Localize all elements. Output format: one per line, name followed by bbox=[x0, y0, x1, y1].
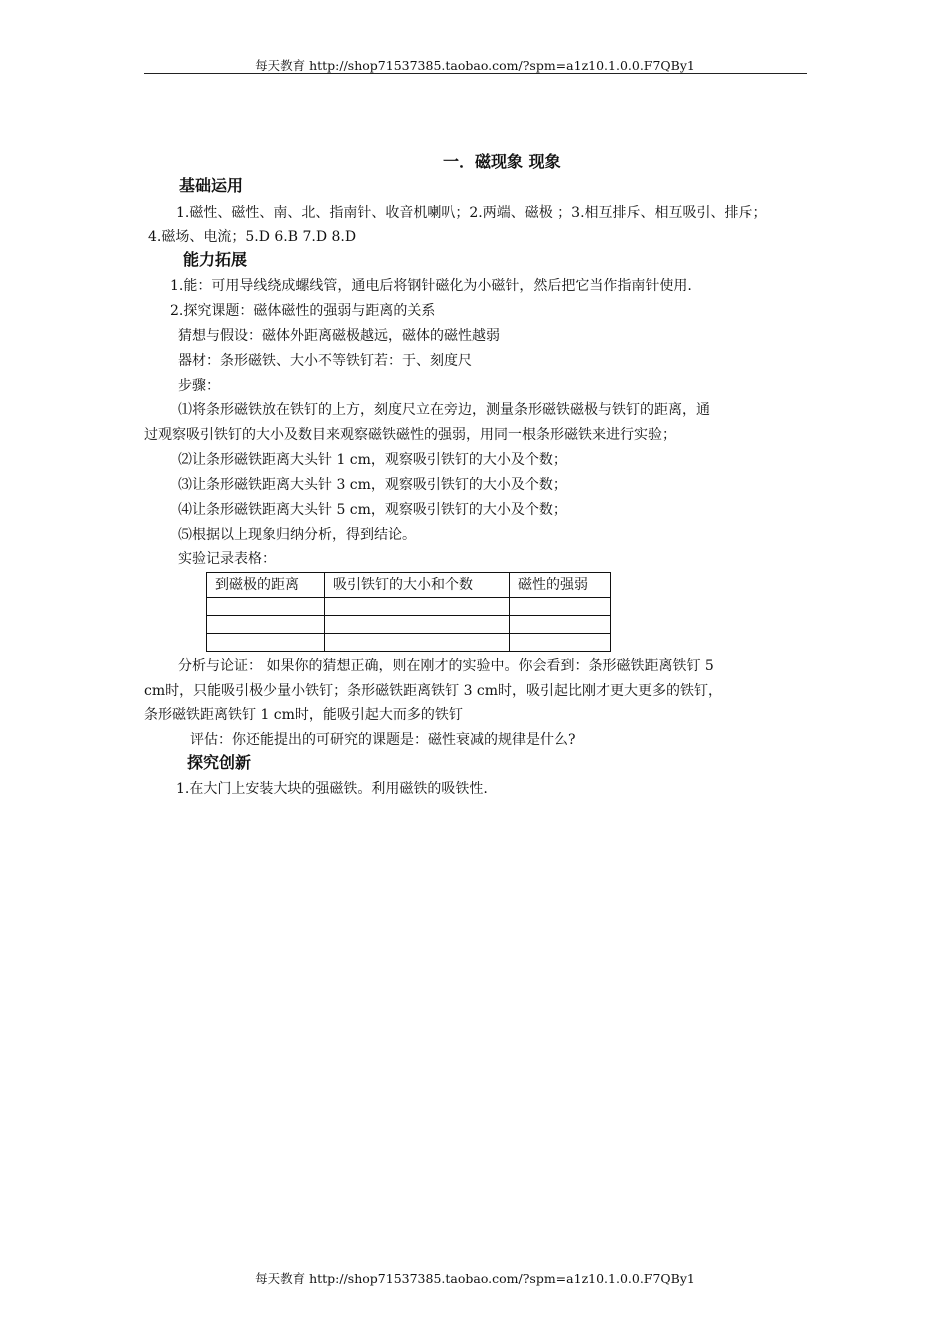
table-cell bbox=[510, 616, 611, 634]
header-rule bbox=[144, 73, 807, 74]
step-3: ⑶让条形磁铁距离大头针 3 cm，观察吸引铁钉的大小及个数； bbox=[178, 477, 567, 493]
extend-p2: 2.探究课题：磁体磁性的强弱与距离的关系 bbox=[170, 303, 436, 319]
step-4: ⑷让条形磁铁距离大头针 5 cm，观察吸引铁钉的大小及个数； bbox=[178, 502, 567, 518]
table-row bbox=[207, 598, 611, 616]
table-cell bbox=[207, 616, 325, 634]
section-heading-basic: 基础运用 bbox=[179, 176, 244, 195]
section-heading-extend: 能力拓展 bbox=[183, 250, 248, 269]
step-1b: 过观察吸引铁钉的大小及数目来观察磁铁磁性的强弱，用同一根条形磁铁来进行实验； bbox=[144, 427, 676, 443]
table-cell bbox=[510, 634, 611, 652]
extend-materials: 器材：条形磁铁、大小不等铁钉若：于、刻度尺 bbox=[178, 353, 472, 369]
table-row bbox=[207, 634, 611, 652]
record-table bbox=[206, 572, 611, 652]
table-cell bbox=[207, 598, 325, 616]
analysis-line-3: 条形磁铁距离铁钉 1 cm时，能吸引起大而多的铁钉 bbox=[144, 707, 463, 723]
section-heading-innovate: 探究创新 bbox=[187, 753, 252, 772]
table-cell bbox=[325, 598, 510, 616]
innovate-p1: 1.在大门上安装大块的强磁铁。利用磁铁的吸铁性. bbox=[176, 781, 488, 797]
extend-steps-label: 步骤： bbox=[178, 378, 220, 394]
step-1a: ⑴将条形磁铁放在铁钉的上方，刻度尺立在旁边，测量条形磁铁磁极与铁钉的距离，通 bbox=[178, 402, 710, 418]
page-footer: 每天教育 http://shop71537385.taobao.com/?spm=a1z10.1.0.0.F7QBy1 bbox=[255, 1271, 695, 1286]
basic-line-2: 4.磁场、电流；5.D 6.B 7.D 8.D bbox=[148, 229, 357, 245]
page-title: 一．磁现象 现象 bbox=[443, 152, 561, 171]
basic-line-1: 1.磁性、磁性、南、北、指南针、收音机喇叭；2.两端、磁极 ；3.相互排斥、相互吸引、排斥； bbox=[176, 205, 767, 221]
page-header: 每天教育 http://shop71537385.taobao.com/?spm=a1z10.1.0.0.F7QBy1 bbox=[255, 58, 695, 73]
step-2: ⑵让条形磁铁距离大头针 1 cm，观察吸引铁钉的大小及个数； bbox=[178, 452, 567, 468]
table-header-distance: 到磁极的距离 bbox=[207, 573, 325, 598]
analysis-line-1: 分析与论证： 如果你的猜想正确，则在刚才的实验中。你会看到：条形磁铁距离铁钉 5 bbox=[178, 658, 714, 674]
step-5: ⑸根据以上现象归纳分析，得到结论。 bbox=[178, 527, 416, 543]
table-header-row bbox=[207, 573, 611, 598]
table-cell bbox=[325, 616, 510, 634]
table-label: 实验记录表格： bbox=[178, 551, 276, 567]
table-cell bbox=[325, 634, 510, 652]
table-cell bbox=[207, 634, 325, 652]
extend-p1: 1.能：可用导线绕成螺线管，通电后将钢针磁化为小磁针，然后把它当作指南针使用. bbox=[170, 278, 692, 294]
extend-hypothesis: 猜想与假设：磁体外距离磁极越远，磁体的磁性越弱 bbox=[178, 328, 500, 344]
evaluation-line: 评估：你还能提出的可研究的课题是：磁性衰减的规律是什么? bbox=[190, 732, 576, 748]
table-row bbox=[207, 616, 611, 634]
table-header-strength: 磁性的强弱 bbox=[510, 573, 611, 598]
table-cell bbox=[510, 598, 611, 616]
analysis-line-2: cm时，只能吸引极少量小铁钉；条形磁铁距离铁钉 3 cm时，吸引起比刚才更大更多的铁钉， bbox=[144, 683, 723, 699]
table-header-nails: 吸引铁钉的大小和个数 bbox=[325, 573, 510, 598]
